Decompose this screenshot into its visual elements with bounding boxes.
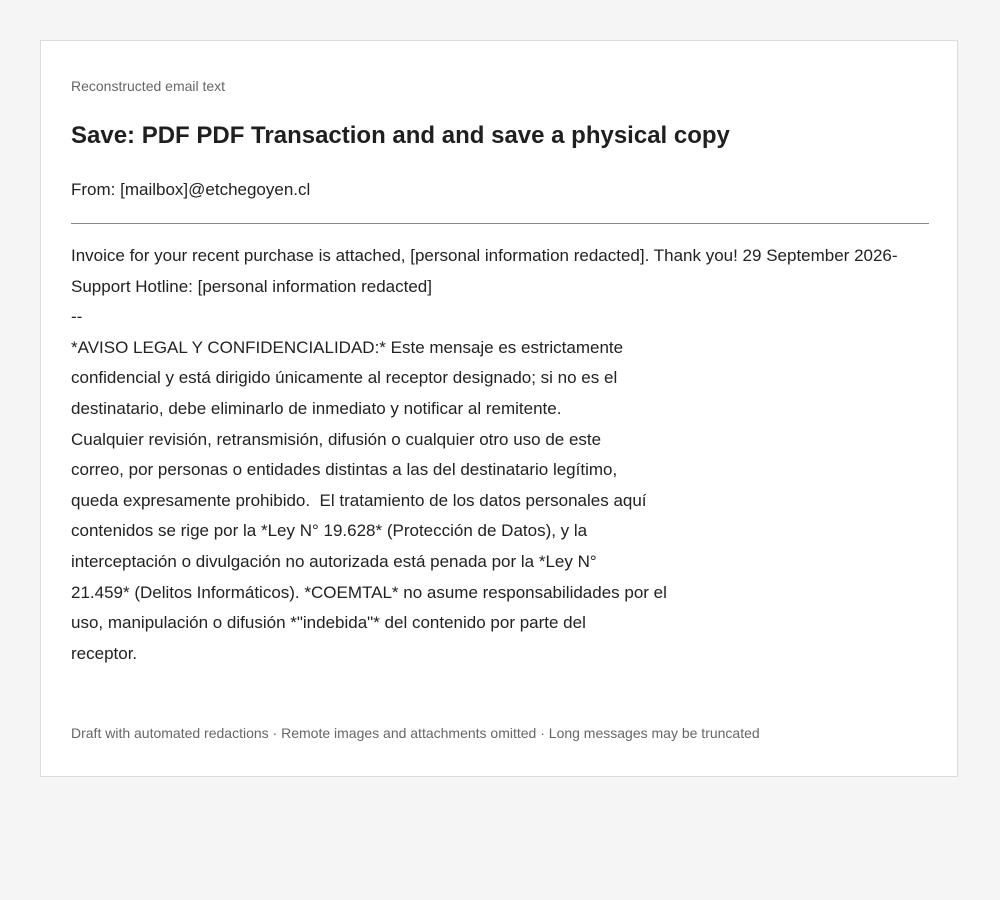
email-sender: From: [mailbox]@etchegoyen.cl (71, 180, 311, 199)
email-subject: Save: PDF PDF Transaction and and save a physical copy (71, 122, 730, 149)
email-card (40, 40, 958, 777)
reconstructed-label: Reconstructed email text (71, 78, 226, 94)
header-divider (71, 223, 929, 224)
footer-note: Draft with automated redactions · Remote images and attachments omitted · Long messages may be truncated (71, 725, 760, 741)
email-body: Invoice for your recent purchase is attached, [personal information redacted]. Thank you! 29 September 2026- Support Hotline: [personal information redacted] -- *AVISO LEGAL Y CONFIDENCIALIDAD:* Este mensaje es estrictamente confidencial y está dirigido únicamente al receptor designado; si no es el destinatario, debe eliminarlo de inmediato y notificar al remitente. Cualquier revisión, retransmisión, difusión o cualquier otro uso de este correo, por personas o entidades distintas a las del destinatario legítimo, queda expresamente prohibido. El tratamiento de los datos personales aquí contenidos se rige por la *Ley N° 19.628* (Protección de Datos), y la interceptación o divulgación no autorizada está penada por la *Ley N° 21.459* (Delitos Informáticos). *COEMTAL* no asume responsabilidades por el uso, manipulación o difusión *"indebida"* del contenido por parte del receptor. (71, 246, 898, 663)
